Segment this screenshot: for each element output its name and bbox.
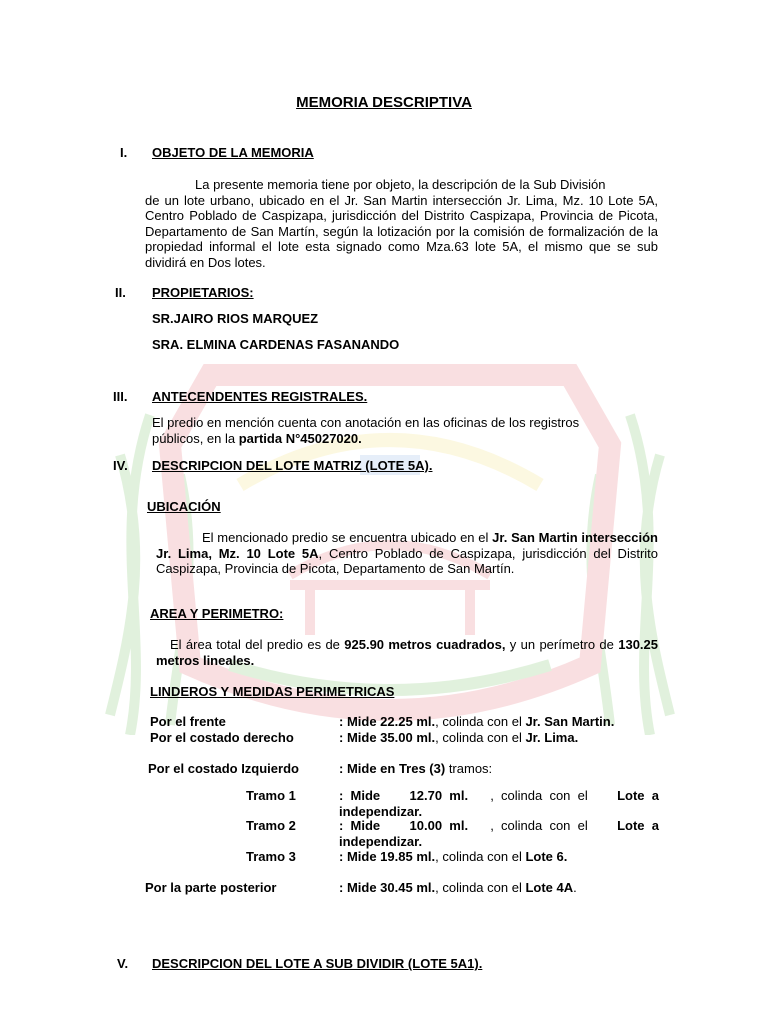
lindero-label: Por el costado Izquierdo [148, 761, 299, 776]
tramo-text: , colinda con el [490, 788, 595, 803]
section-heading-lote-matriz: DESCRIPCION DEL LOTE MATRIZ (LOTE 5A). [152, 458, 433, 473]
section-heading-antecedentes: ANTECENDENTES REGISTRALES. [152, 389, 368, 404]
lindero-neighbor: Jr. Lima. [525, 730, 579, 745]
tramo-measure: 12.70 ml. [409, 788, 469, 803]
lindero-colon: : Mide [339, 714, 381, 729]
lindero-colon: : Mide [339, 730, 381, 745]
lindero-label: Por la parte posterior [145, 880, 277, 895]
tramo-neighbor: Lote a [617, 818, 659, 833]
tramo-neighbor: Lote 6. [525, 849, 568, 864]
tramo-text: , colinda con el [490, 818, 595, 833]
tramo-label: Tramo 1 [246, 788, 296, 803]
ubicacion-text: , Centro Poblado de Caspizapa, jurisdicción del Distrito Caspizapa, Provincia de Picota, Departamento de San Martín. [156, 545, 659, 576]
lindero-neighbor: Lote 4A [525, 880, 574, 895]
section-number: II. [115, 285, 126, 300]
lindero-text: , colinda con el [435, 714, 526, 729]
tramo-value [339, 849, 567, 865]
tramo-colon: : Mide [339, 818, 388, 833]
tramo-value [339, 818, 659, 849]
tramo-value [339, 788, 659, 819]
section-heading-propietarios: PROPIETARIOS: [152, 285, 254, 300]
lindero-value-posterior [339, 880, 577, 896]
partida-number: partida N°45027020. [238, 430, 362, 446]
lindero-row-frente [150, 714, 226, 730]
lindero-neighbor: Jr. San Martin. [525, 714, 615, 729]
area-paragraph [156, 637, 658, 668]
tramo-text: , colinda con el [435, 849, 526, 864]
lindero-text: tramos: [445, 761, 493, 776]
antecedentes-text: El predio en mención cuenta con anotación en las oficinas de los registros públicos, en la [152, 415, 580, 446]
tramo-row [246, 788, 296, 804]
section-number: III. [113, 389, 128, 404]
tramo-neighbor-cont: independizar. [339, 803, 423, 819]
lindero-measure: Tres (3) [398, 761, 446, 776]
antecedentes-paragraph [152, 415, 632, 446]
lindero-text: , colinda con el [435, 880, 526, 895]
lindero-row-derecho [150, 730, 294, 746]
lindero-label: Por el costado derecho [150, 730, 294, 745]
subheading-ubicacion: UBICACIÓN [147, 499, 221, 514]
lindero-value-izquierdo [339, 761, 492, 777]
objeto-paragraph [145, 177, 658, 270]
tramo-colon: : Mide [339, 788, 388, 803]
tramo-measure: 10.00 ml. [409, 818, 469, 833]
tramo-colon: : Mide [339, 849, 381, 864]
owner-name: SR.JAIRO RIOS MARQUEZ [152, 311, 319, 326]
tramo-neighbor: Lote a [617, 788, 659, 803]
area-text: El área total del predio es de [170, 637, 345, 652]
lindero-colon: : Mide [339, 880, 381, 895]
document-title: MEMORIA DESCRIPTIVA [296, 94, 472, 111]
section-heading-lote-subdividir: DESCRIPCION DEL LOTE A SUB DIVIDIR (LOTE 5A1). [152, 956, 483, 971]
lindero-row-posterior [145, 880, 276, 896]
ubicacion-text: El mencionado predio se encuentra ubicado en el [202, 530, 493, 545]
area-value: 925.90 metros cuadrados, [344, 637, 506, 652]
section-number: IV. [113, 458, 128, 473]
section-heading-objeto: OBJETO DE LA MEMORIA [152, 145, 314, 160]
lindero-label: Por el frente [150, 714, 226, 729]
ubicacion-paragraph [156, 530, 658, 577]
owner-name: SRA. ELMINA CARDENAS FASANANDO [152, 337, 400, 352]
section-number: V. [117, 956, 129, 971]
lindero-colon: : Mide en [339, 761, 399, 776]
lindero-measure: 35.00 ml. [380, 730, 436, 745]
tramo-row [246, 818, 296, 834]
tramo-neighbor-cont: independizar. [339, 833, 423, 849]
lindero-text: . [573, 880, 577, 895]
tramo-label: Tramo 3 [246, 849, 296, 864]
lindero-text: , colinda con el [435, 730, 526, 745]
tramo-row [246, 849, 296, 865]
section-number: I. [120, 145, 128, 160]
lindero-measure: 30.45 ml. [380, 880, 436, 895]
tramo-measure: 19.85 ml. [380, 849, 436, 864]
subheading-linderos: LINDEROS Y MEDIDAS PERIMETRICAS [150, 684, 395, 699]
lindero-row-izquierdo [148, 761, 299, 777]
lindero-measure: 22.25 ml. [380, 714, 436, 729]
subheading-area: AREA Y PERIMETRO: [150, 606, 284, 621]
tramo-label: Tramo 2 [246, 818, 296, 833]
objeto-first-line: La presente memoria tiene por objeto, la descripción de la Sub División [195, 177, 606, 192]
perimeter-value: 130.25 metros lineales. [156, 637, 658, 668]
area-text: y un perímetro de [505, 637, 619, 652]
lindero-value-derecho [339, 730, 578, 746]
ubicacion-address: Jr. San Martin intersección Jr. Lima, Mz. 10 Lote 5A [156, 530, 658, 561]
lindero-value-frente [339, 714, 614, 730]
objeto-body: de un lote urbano, ubicado en el Jr. San Martin intersección Jr. Lima, Mz. 10 Lote 5A, Centro Poblado de Caspizapa, jurisdicción del Distrito Caspizapa, Provincia de Picota, Departamento de San Martín, según la lotización por la comisión de formalización de la propiedad informal el lote esta signado como Mza.63 lote 5A, el mismo que se sub dividirá en Dos lotes. [145, 192, 658, 270]
